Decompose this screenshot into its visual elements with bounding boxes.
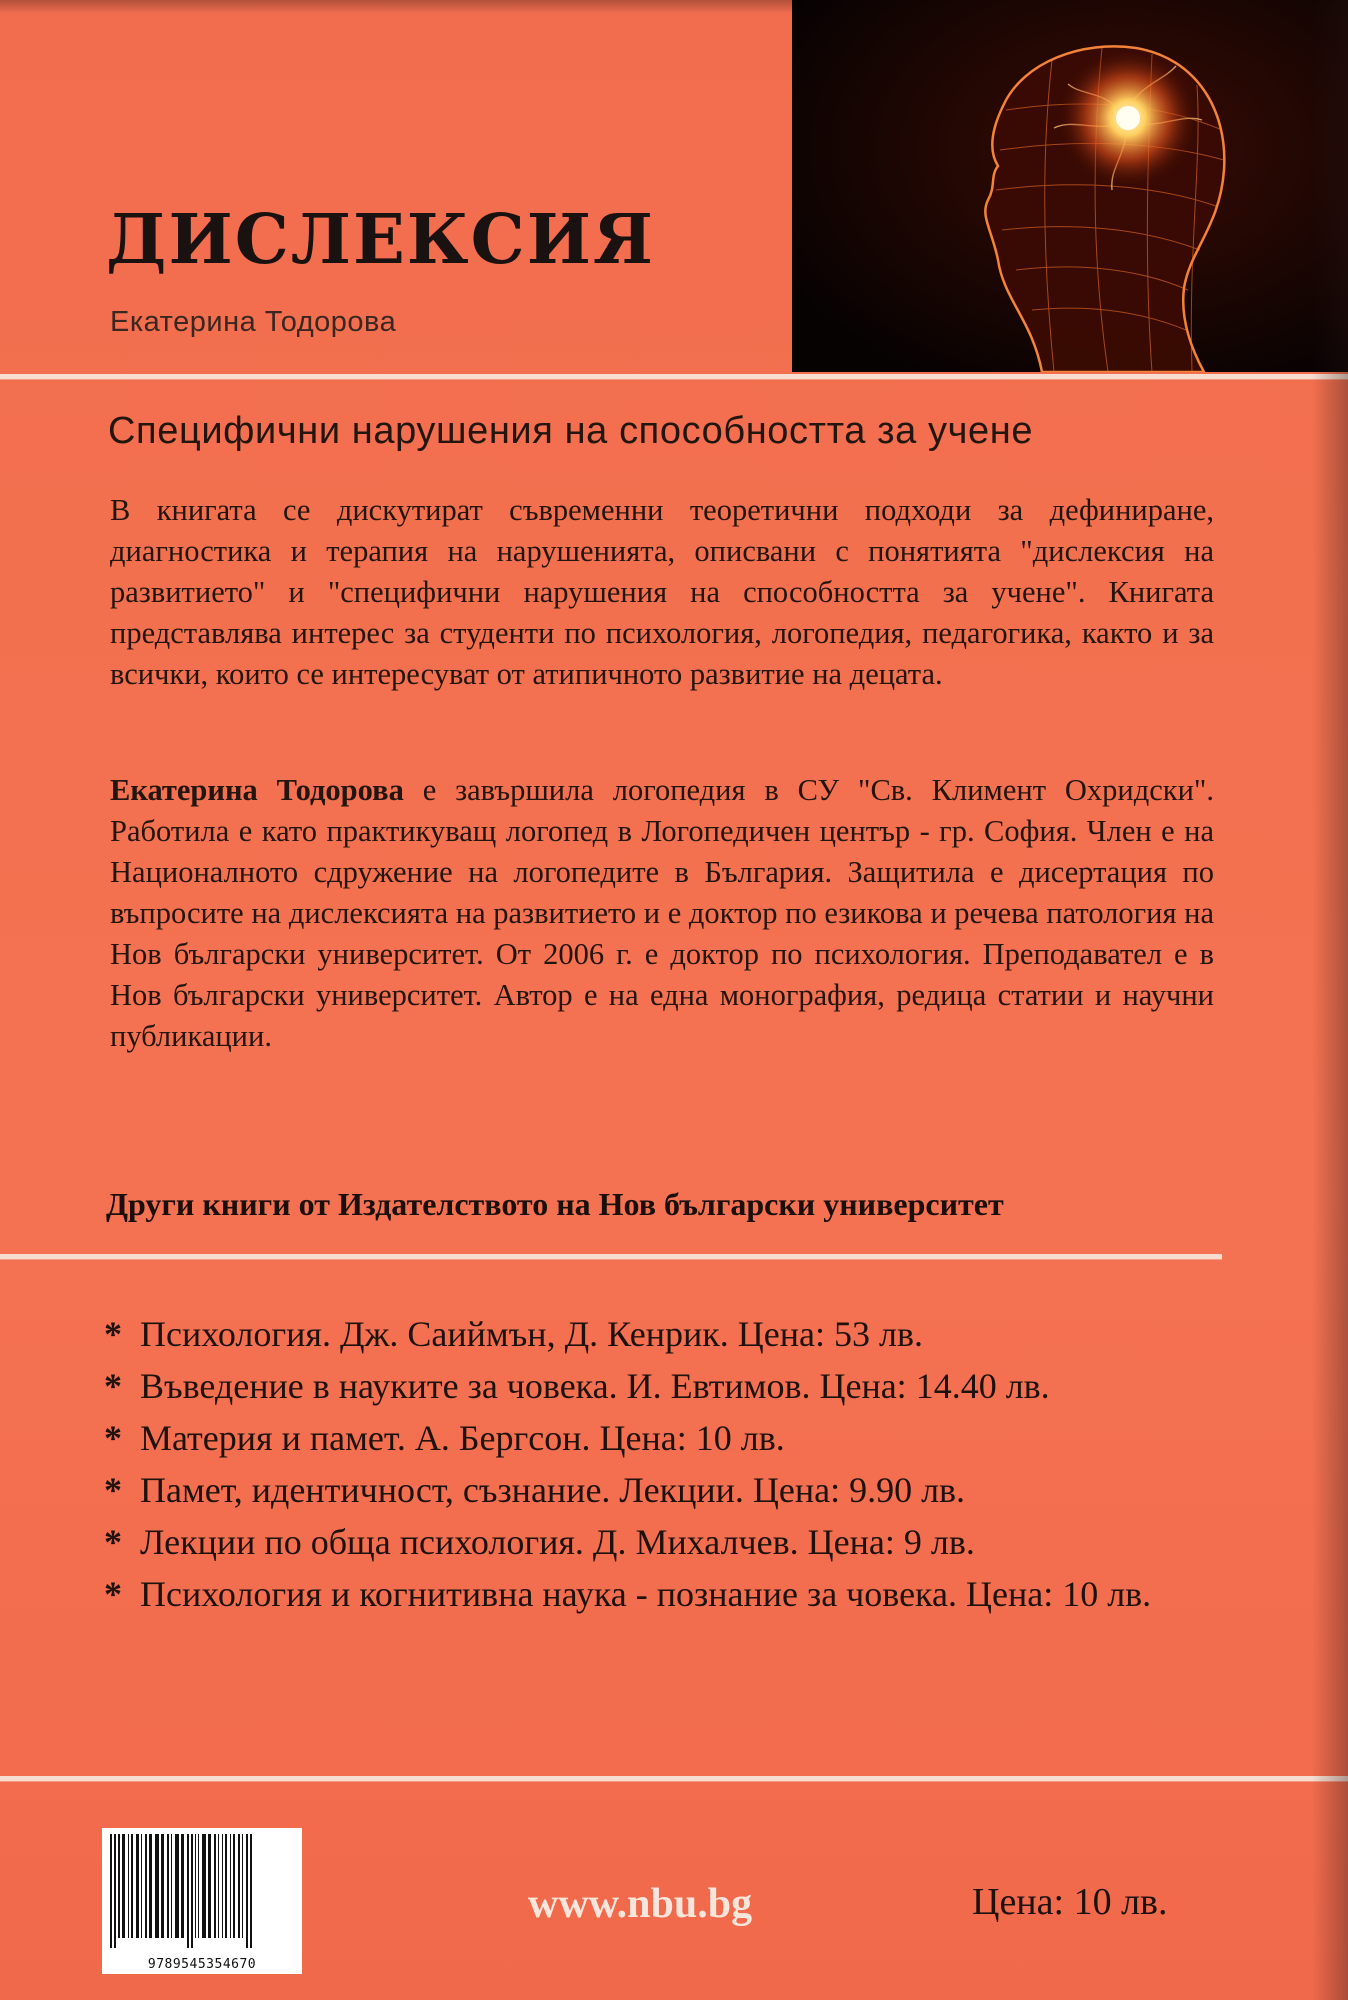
barcode-icon — [102, 1828, 302, 1974]
barcode-bar — [118, 1834, 120, 1938]
book-description: В книгата се дискутират съвременни теоретични подходи за дефиниране, диагностика и терапия на нарушенията, описвани с понятията "дислексия на развитието" и "специфични нарушения на способността за учене". Книгата представлява интерес за студенти по психология, логопедия, педагогика, както и за всички, които се интересуват от атипичното развитие на децата. — [110, 493, 1214, 691]
barcode-bar — [136, 1834, 139, 1938]
barcode-bar — [128, 1834, 129, 1938]
barcode-bar — [149, 1834, 152, 1938]
barcode-bar — [214, 1834, 216, 1938]
divider-middle — [0, 1254, 1222, 1259]
list-item — [104, 1568, 1224, 1620]
divider-top — [0, 374, 1348, 379]
bullet-star: * — [104, 1418, 122, 1458]
barcode-bar — [167, 1834, 169, 1938]
author-bio — [110, 770, 1214, 1057]
divider-bottom — [0, 1776, 1348, 1781]
barcode-bar — [122, 1834, 125, 1938]
list-item — [104, 1464, 1224, 1516]
barcode-bar — [141, 1834, 142, 1938]
barcode-bar — [145, 1834, 147, 1938]
book-subtitle: Специфични нарушения на способността за учене — [108, 410, 1034, 452]
barcode-bar — [198, 1834, 199, 1938]
barcode-bar — [195, 1834, 196, 1938]
barcode-bar — [238, 1834, 240, 1938]
book-entry: Лекции по обща психология. Д. Михалчев. Цена: 9 лв. — [140, 1522, 975, 1562]
author-name: Екатерина Тодорова — [110, 306, 397, 338]
barcode-bar — [181, 1834, 184, 1938]
barcode-bar — [250, 1834, 252, 1948]
barcode-bar — [161, 1834, 164, 1938]
barcode-bar — [175, 1834, 179, 1938]
author-bio-name: Екатерина Тодорова — [110, 773, 404, 807]
list-item — [104, 1516, 1224, 1568]
barcode-bar — [202, 1834, 206, 1938]
barcode-bar — [218, 1834, 219, 1938]
barcode-bar — [191, 1834, 193, 1948]
book-entry: Психология и когнитивна наука - познание за човека. Цена: 10 лв. — [140, 1574, 1152, 1614]
barcode-bar — [171, 1834, 172, 1938]
book-title: ДИСЛЕКСИЯ — [106, 200, 655, 280]
barcode-bar — [110, 1834, 112, 1948]
list-item — [104, 1412, 1224, 1464]
barcode-bar — [222, 1834, 223, 1938]
author-bio-text: е завършила логопедия в СУ "Св. Климент Охридски". Работила е като практикуващ логопед в Логопедичен център - гр. София. Член е на Националното сдружение на логопедите в България. Защитила е дисертация по въпросите на дислексията на развитието и е доктор по езикова и речева патология на Нов български университет. От 2006 г. е доктор по психология. Преподавател е в Нов български университет. Автор е на една монография, редица статии и научни публикации. — [110, 773, 1214, 1053]
spine-edge-shadow — [1312, 0, 1348, 2000]
list-item — [104, 1308, 1224, 1360]
barcode-bars — [102, 1828, 302, 1952]
bullet-star: * — [104, 1470, 122, 1510]
book-entry: Психология. Дж. Саиймън, Д. Кенрик. Цена: 53 лв. — [140, 1314, 923, 1354]
barcode-bar — [242, 1834, 243, 1938]
bullet-star: * — [104, 1574, 122, 1614]
other-books-heading: Други книги от Издателството на Нов български университет — [106, 1186, 1004, 1222]
glowing-head-illustration — [792, 0, 1348, 372]
book-price: Цена: 10 лв. — [972, 1881, 1168, 1923]
barcode-bar — [230, 1834, 231, 1938]
isbn-digits: 9789545354670 — [147, 1957, 257, 1972]
barcode-bar — [131, 1834, 133, 1938]
bullet-star: * — [104, 1522, 122, 1562]
bullet-star: * — [104, 1366, 122, 1406]
barcode-bar — [225, 1834, 227, 1938]
list-item — [104, 1360, 1224, 1412]
publisher-website: www.nbu.bg — [528, 1881, 753, 1927]
barcode-bar — [155, 1834, 159, 1938]
barcode-bar — [187, 1834, 189, 1948]
book-entry: Въведение в науките за човека. И. Евтимов. Цена: 14.40 лв. — [140, 1366, 1050, 1406]
barcode-bar — [114, 1834, 116, 1948]
barcode-bar — [233, 1834, 235, 1938]
bullet-star: * — [104, 1314, 122, 1354]
book-entry: Материя и памет. А. Бергсон. Цена: 10 лв. — [140, 1418, 785, 1458]
other-books-list — [104, 1308, 1224, 1620]
head-wireframe-graphic — [792, 0, 1348, 372]
barcode-bar — [208, 1834, 211, 1938]
barcode-bar — [246, 1834, 248, 1948]
book-entry: Памет, идентичност, съзнание. Лекции. Цена: 9.90 лв. — [140, 1470, 966, 1510]
